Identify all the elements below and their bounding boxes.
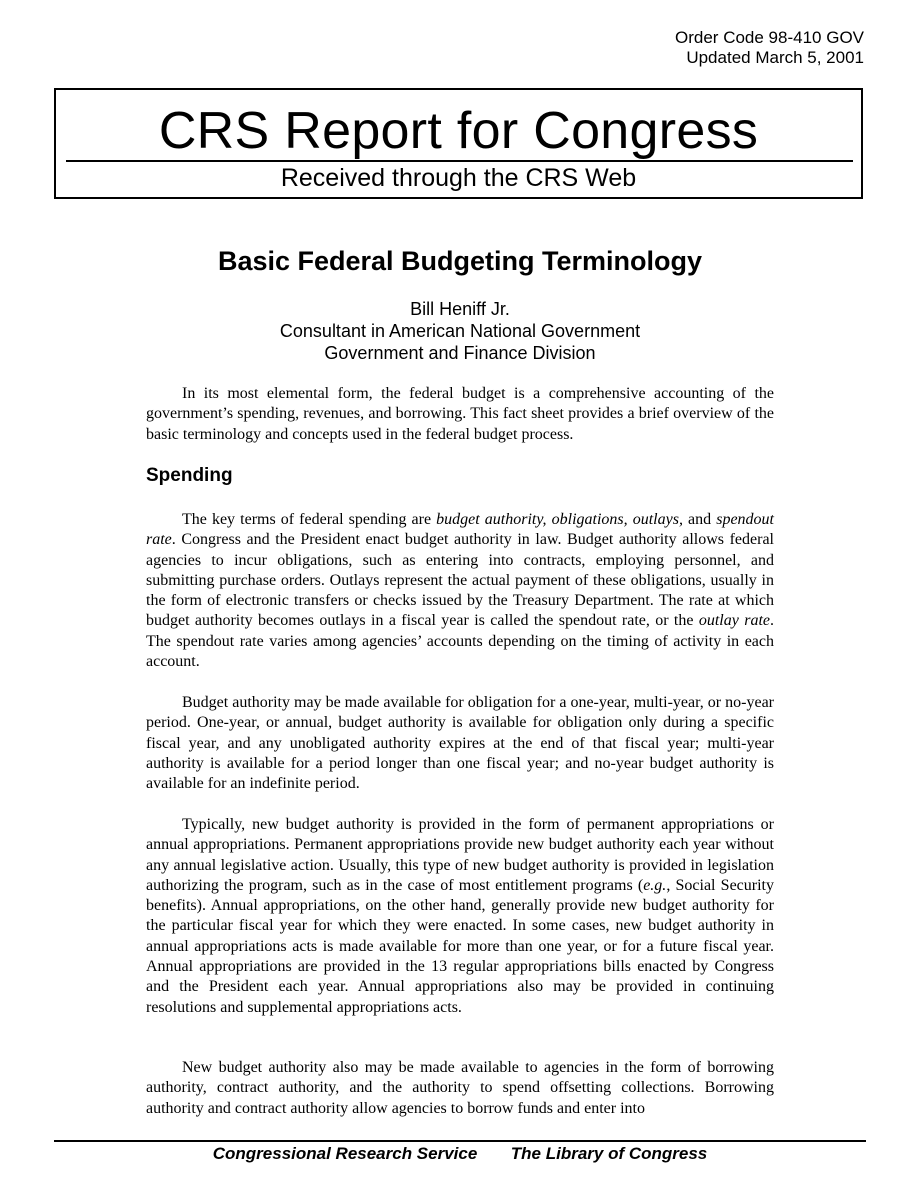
report-banner xyxy=(54,88,863,199)
banner-subtitle: Received through the CRS Web xyxy=(280,164,637,192)
banner-divider xyxy=(66,160,853,162)
intro-section xyxy=(146,384,774,445)
document-title: Basic Federal Budgeting Terminology xyxy=(217,246,703,276)
text-run: The key terms of federal spending are xyxy=(182,511,437,528)
spending-paragraph-2 xyxy=(146,693,774,794)
banner-title: CRS Report for Congress xyxy=(158,102,759,160)
spending-paragraph-3 xyxy=(146,815,774,1018)
order-code: Order Code 98-410 GOV xyxy=(675,28,864,47)
author-title: Consultant in American National Government xyxy=(279,321,641,341)
author-block xyxy=(0,298,920,364)
paragraph-text: Budget authority may be made available for obligation for a one-year, multi-year, or no-year period. One-year, or annual, budget authority is available for obligation only during a specific fiscal year, and any unobligated authority expires at the end of that fiscal year; multi-year authority is available for a period longer than one fiscal year; and no-year budget authority is available for an indefinite period. xyxy=(146,694,774,793)
text-run: , Social Security benefits). Annual appropriations, on the other hand, generally provide new budget authority for the particular fiscal year for which they were enacted. In some cases, new budget authority in annual appropriations acts is made available for more than one year, or for a future fiscal year. Annual appropriations are provided in the 13 regular appropriations bills enacted by Congress and the President each year. Annual appropriations also may be provided in continuing resolutions and supplemental appropriations acts. xyxy=(146,876,774,1016)
text-run: and xyxy=(682,511,717,528)
footer-divider xyxy=(54,1140,866,1142)
italic-terms: budget authority, obligations, outlays, xyxy=(436,511,683,528)
italic-eg: e.g. xyxy=(643,876,667,894)
footer-loc: The Library of Congress xyxy=(510,1144,708,1163)
order-code-block xyxy=(675,28,864,68)
text-run: Typically, new budget authority is provided in the form of permanent appropriations or annual appropriations. Permanent appropriations provide new budget authority each year without any annual legislative action. Usually, this type of new budget authority is provided in legislation authorizing the program, such as in the case of most entitlement programs ( xyxy=(146,816,774,894)
intro-paragraph: In its most elemental form, the federal budget is a comprehensive accounting of the government’s spending, revenues, and borrowing. This fact sheet provides a brief overview of the basic terminology and concepts used in the federal budget process. xyxy=(146,385,774,443)
section-heading-spending: Spending xyxy=(146,465,233,486)
paragraph-text xyxy=(146,510,774,672)
spending-paragraph-1 xyxy=(146,510,774,672)
spending-paragraph-4 xyxy=(146,1058,774,1119)
text-run: . The spendout rate varies among agencies’ accounts depending on the timing of activity in each account. xyxy=(146,612,774,671)
italic-term-spendout-rate: spendout rate xyxy=(146,511,774,549)
updated-date: Updated March 5, 2001 xyxy=(686,48,864,67)
paragraph-text: New budget authority also may be made available to agencies in the form of borrowing authority, contract authority, and the authority to spend offsetting collections. Borrowing authority and contract authority allow agencies to borrow funds and enter into xyxy=(146,1059,774,1117)
footer xyxy=(0,1143,920,1165)
paragraph-text xyxy=(146,815,774,1018)
author-division: Government and Finance Division xyxy=(324,343,596,363)
author-name: Bill Heniff Jr. xyxy=(410,299,510,319)
footer-crs: Congressional Research Service xyxy=(212,1144,478,1163)
text-run: . Congress and the President enact budget authority in law. Budget authority allows federal agencies to incur obligations, such as entering into contracts, employing personnel, and submitting purchase orders. Outlays represent the actual payment of these obligations, usually in the form of electronic transfers or checks issued by the Treasury Department. The rate at which budget authority becomes outlays in a fiscal year is called the spendout rate, or the xyxy=(146,531,774,630)
italic-term-outlay-rate: outlay rate xyxy=(698,612,770,630)
